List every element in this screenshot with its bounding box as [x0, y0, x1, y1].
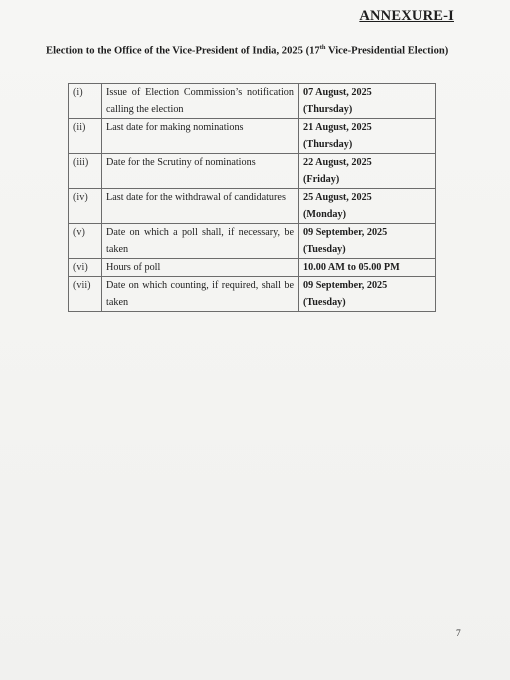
table-row — [69, 189, 436, 224]
row-description: Hours of poll — [102, 259, 299, 277]
row-description: Last date for the withdrawal of candidatures — [102, 189, 299, 224]
table-row — [69, 259, 436, 277]
row-day: (Friday) — [303, 174, 340, 185]
row-date: 09 September, 2025 — [303, 280, 388, 291]
row-number: (iv) — [69, 189, 102, 224]
title-prefix: Election to the Office of the Vice-President of India, 2025 (17 — [46, 45, 320, 57]
row-date-cell — [299, 119, 436, 154]
row-date: 07 August, 2025 — [303, 87, 372, 98]
document-title — [46, 44, 486, 57]
row-description: Date on which counting, if required, shall be taken — [102, 277, 299, 312]
row-description: Last date for making nominations — [102, 119, 299, 154]
row-date: 10.00 AM to 05.00 PM — [303, 262, 400, 273]
row-number: (vi) — [69, 259, 102, 277]
page-number: 7 — [456, 629, 461, 639]
table-row — [69, 84, 436, 119]
title-superscript: th — [319, 44, 326, 51]
row-day: (Tuesday) — [303, 297, 346, 308]
annexure-heading: ANNEXURE-I — [359, 8, 454, 24]
row-number: (iii) — [69, 154, 102, 189]
row-date: 09 September, 2025 — [303, 227, 388, 238]
row-date: 22 August, 2025 — [303, 157, 372, 168]
row-number: (vii) — [69, 277, 102, 312]
table-row — [69, 119, 436, 154]
row-day: (Thursday) — [303, 104, 353, 115]
row-date-cell — [299, 224, 436, 259]
row-date: 21 August, 2025 — [303, 122, 372, 133]
row-description: Date on which a poll shall, if necessary, be taken — [102, 224, 299, 259]
row-date-cell — [299, 277, 436, 312]
row-description: Issue of Election Commission’s notification calling the election — [102, 84, 299, 119]
row-date-cell — [299, 84, 436, 119]
row-date-cell — [299, 259, 436, 277]
row-number: (v) — [69, 224, 102, 259]
row-day: (Thursday) — [303, 139, 353, 150]
row-date-cell — [299, 154, 436, 189]
title-suffix: Vice-Presidential Election) — [325, 45, 449, 57]
row-date-cell — [299, 189, 436, 224]
table-row — [69, 277, 436, 312]
table-row — [69, 154, 436, 189]
row-number: (ii) — [69, 119, 102, 154]
row-description: Date for the Scrutiny of nominations — [102, 154, 299, 189]
row-date: 25 August, 2025 — [303, 192, 372, 203]
row-day: (Tuesday) — [303, 244, 346, 255]
table-row — [69, 224, 436, 259]
row-number: (i) — [69, 84, 102, 119]
election-schedule-table — [68, 83, 436, 312]
row-day: (Monday) — [303, 209, 347, 220]
